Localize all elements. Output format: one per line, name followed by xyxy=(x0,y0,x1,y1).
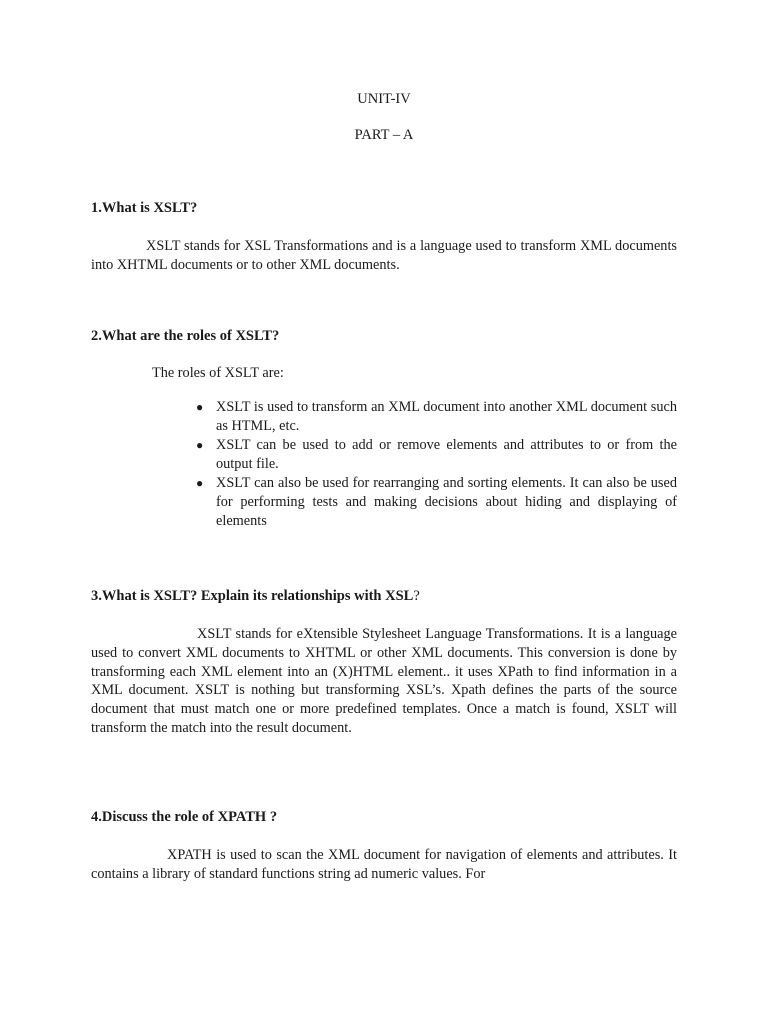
question-2-heading: 2.What are the roles of XSLT? xyxy=(91,328,280,344)
list-item-text: XSLT can be used to add or remove elements and attributes to or from the output file. xyxy=(216,437,677,472)
question-3-heading-mark: ? xyxy=(413,588,420,604)
list-item xyxy=(196,436,677,474)
question-3-answer: XSLT stands for eXtensible Stylesheet Language Transformations. It is a language used to convert XML documents to XHTML or other XML documents. This conversion is done by transforming each XML element into an (X)HTML element.. it uses XPath to find information in a XML document. XSLT is nothing but transforming XSL’s. Xpath defines the parts of the source document that must match one or more predefined templates. Once a match is found, XSLT will transform the match into the result document. xyxy=(91,626,677,736)
list-item-text: XSLT is used to transform an XML document into another XML document such as HTML, etc. xyxy=(216,399,677,434)
question-1-answer: XSLT stands for XSL Transformations and is a language used to transform XML documents into XHTML documents or to other XML documents. xyxy=(91,238,677,273)
question-1-heading: 1.What is XSLT? xyxy=(91,200,198,216)
question-4-heading: 4.Discuss the role of XPATH ? xyxy=(91,809,278,825)
list-item-text: XSLT can also be used for rearranging and sorting elements. It can also be used for performing tests and making decisions about hiding and displaying of elements xyxy=(216,475,677,529)
question-4-answer: XPATH is used to scan the XML document for navigation of elements and attributes. It contains a library of standard functions string ad numeric values. For xyxy=(91,847,677,882)
question-3-heading xyxy=(91,588,681,605)
question-3-heading-text: 3.What is XSLT? Explain its relationships with XSL xyxy=(91,588,414,604)
bullet-icon: ● xyxy=(196,476,204,490)
part-title: PART – A xyxy=(354,127,414,143)
question-2-intro: The roles of XSLT are: xyxy=(152,365,284,381)
unit-title: UNIT-IV xyxy=(357,91,411,107)
list-item xyxy=(196,398,677,436)
bullet-icon: ● xyxy=(196,438,204,452)
bullet-icon: ● xyxy=(196,400,204,414)
list-item xyxy=(196,474,677,531)
question-2-bullet-list xyxy=(196,398,677,531)
